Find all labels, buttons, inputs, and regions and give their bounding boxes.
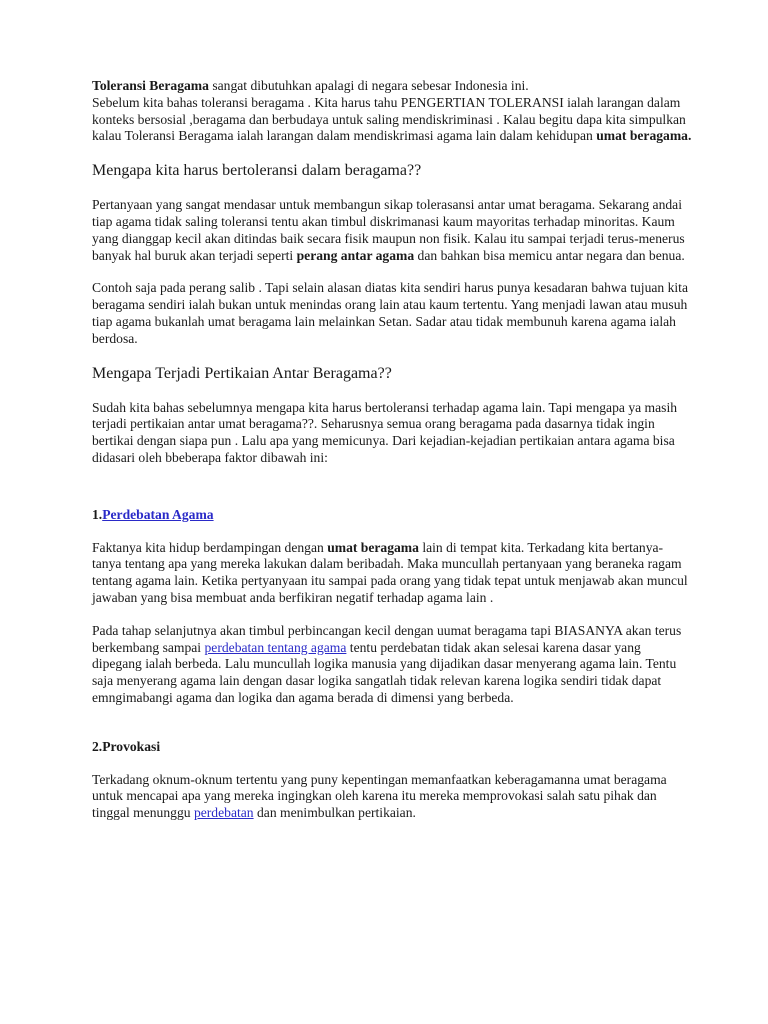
section1-p1-text-a: Pertanyaan yang sangat mendasar untuk membangun sikap tolerasansi antar umat beragama. Sekarang andai tiap agama tidak saling toleransi tentu akan timbul diskrimanasi kaum mayoritas terhadap minoritas. Kaum yang dianggap kecil akan ditindas baik secara fisik maupun non fisik. Kalau itu sampai terjadi terus-menerus banyak hal buruk akan terjadi seperti xyxy=(92,197,685,263)
item1-p2-text-a: Pada tahap selanjutnya akan timbul perbincangan kecil dengan uumat beragama tapi BIASANYA akan terus berkembang sampai xyxy=(92,622,682,655)
item2-p1-text-b: dan menimbulkan pertikaian. xyxy=(253,805,416,821)
intro-text-2: Sebelum kita bahas toleransi beragama . Kita harus tahu PENGERTIAN TOLERANSI ialah larangan dalam konteks bersosial ,beragama dan berbudaya untuk saling mendiskriminasi . Kalau begitu dapa kita simpulkan kalau Toleransi Beragama ialah larangan dalam mendiskrimasi agama lain dalam kehidupan xyxy=(92,94,686,144)
item2-heading: 2.Provokasi xyxy=(92,738,161,754)
document-page xyxy=(92,78,692,822)
section1-p1-text-c: dan bahkan bisa memicu antar negara dan benua. xyxy=(414,247,685,263)
item1-heading xyxy=(92,507,692,524)
item1-p1-text-c: lain di tempat kita. Terkadang kita bertanya-tanya tentang apa yang mereka lakukan dalam beribadah. Maka muncullah pertanyaan yang beraneka ragam tentang agama lain. Ketika pertyanyaan itu sampai pada orang yang tidak tepat untuk menjawab akan muncul jawaban yang bisa membuat anda berfikiran negatif terhadap agama lain . xyxy=(92,539,688,605)
intro-paragraph xyxy=(92,78,692,145)
section1-heading: Mengapa kita harus bertoleransi dalam beragama?? xyxy=(92,162,422,180)
section2-heading: Mengapa Terjadi Pertikaian Antar Beragama?? xyxy=(92,364,392,382)
item1-number: 1. xyxy=(92,506,103,522)
item1-p2-text-b: tentu perdebatan tidak akan selesai karena dasar yang dipegang ialah berbeda. Lalu muncullah logika manusia yang dijadikan dasar menyerang agama lain. Tentu saja menyerang agama lain dengan dasar logika sangatlah tidak relevan karena logika sendiri tidak dapat emngimabangi agama dan logika dan agama berada di dimensi yang berbeda. xyxy=(92,639,677,705)
item1-paragraph-2 xyxy=(92,623,692,707)
section1-paragraph-2: Contoh saja pada perang salib . Tapi selain alasan diatas kita sendiri harus punya kesadaran bahwa tujuan kita beragama sendiri ialah bukan untuk menindas orang lain atau kaum tertentu. Yang menjadi lawan atau musuh tiap agama bukanlah umat beragama lain melainkan Setan. Sadar atau tidak membunuh karena agama ialah berdosa. xyxy=(92,280,688,346)
intro-bold-end: umat beragama. xyxy=(596,128,692,144)
item1-p2-link[interactable]: perdebatan tentang agama xyxy=(204,639,347,655)
section1-p1-bold: perang antar agama xyxy=(296,247,415,263)
item1-paragraph-1 xyxy=(92,540,692,607)
item2-p1-link[interactable]: perdebatan xyxy=(193,805,254,821)
intro-bold-term: Toleransi Beragama xyxy=(92,78,209,93)
item1-p1-text-a: Faktanya kita hidup berdampingan dengan xyxy=(92,539,328,555)
section1-paragraph-1 xyxy=(92,197,692,264)
item2-paragraph-1 xyxy=(92,772,692,822)
section2-paragraph-1: Sudah kita bahas sebelumnya mengapa kita harus bertoleransi terhadap agama lain. Tapi mengapa ya masih terjadi pertikaian antar umat beragama??. Seharusnya semua orang beragama pada dasarnya tidak ingin bertikai dengan siapa pun . Lalu apa yang memicunya. Dari kejadian-kejadian pertikaian antara agama bisa didasari oleh bbeberapa faktor dibawah ini: xyxy=(92,399,678,465)
item1-heading-link[interactable]: Perdebatan Agama xyxy=(102,506,214,522)
item2-p1-text-a: Terkadang oknum-oknum tertentu yang puny kepentingan memanfaatkan keberagamanna umat beragama untuk mencapai apa yang mereka ingingkan oleh karena itu mereka memprovokasi salah satu pihak dan tinggal menunggu xyxy=(92,771,667,821)
intro-text-1: sangat dibutuhkan apalagi di negara sebesar Indonesia ini. xyxy=(208,78,529,93)
item1-p1-bold: umat beragama xyxy=(327,539,419,555)
